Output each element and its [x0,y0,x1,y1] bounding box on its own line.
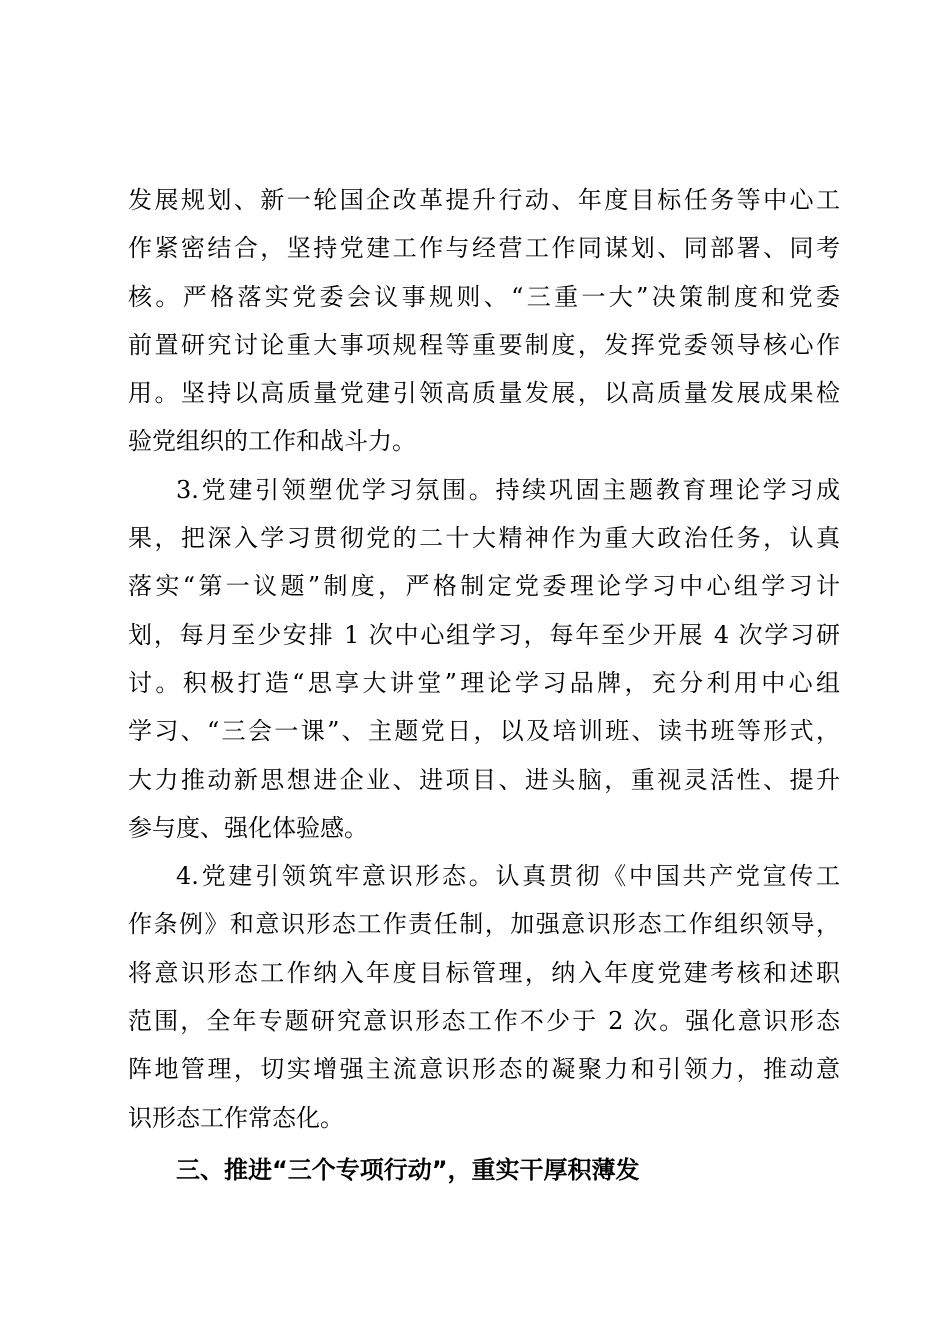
text-line: 3.党建引领塑优学习氛围。持续巩固主题教育理论学习成 [176,475,840,504]
text-line: 参与度、强化体验感。 [128,813,368,842]
text-line: 4.党建引领筑牢意识形态。认真贯彻《中国共产党宣传工 [176,862,840,891]
paragraph-study-atmosphere [128,466,840,852]
text-line: 识形态工作常态化。 [128,1103,344,1132]
text-line: 讨。积极打造“思享大讲堂”理论学习品牌，充分利用中心组 [128,668,840,697]
text-line: 用。坚持以高质量党建引领高质量发展，以高质量发展成果检 [128,379,840,408]
text-line: 果，把深入学习贯彻党的二十大精神作为重大政治任务，认真 [128,524,840,553]
document-body [128,176,840,1198]
text-line: 落实“第一议题”制度，严格制定党委理论学习中心组学习计 [128,572,840,601]
text-line: 划，每月至少安排 1 次中心组学习，每年至少开展 4 次学习研 [128,620,840,649]
text-line: 学习、“三会一课”、主题党日，以及培训班、读书班等形式， [128,717,840,746]
paragraph-ideology [128,852,840,1142]
text-line: 将意识形态工作纳入年度目标管理，纳入年度党建考核和述职 [128,958,840,987]
text-line: 阵地管理，切实增强主流意识形态的凝聚力和引领力，推动意 [128,1055,840,1084]
text-line: 前置研究讨论重大事项规程等重要制度，发挥党委领导核心作 [128,330,840,359]
section-heading: 三、推进“三个专项行动”，重实干厚积薄发 [176,1155,640,1184]
text-line: 发展规划、新一轮国企改革提升行动、年度目标任务等中心工 [128,186,840,214]
text-line: 验党组织的工作和战斗力。 [128,427,416,456]
text-line: 作紧密结合，坚持党建工作与经营工作同谋划、同部署、同考 [128,234,840,263]
text-line: 核。严格落实党委会议事规则、“三重一大”决策制度和党委 [128,282,840,311]
text-line: 大力推动新思想进企业、进项目、进头脑，重视灵活性、提升 [128,765,840,794]
text-line: 作条例》和意识形态工作责任制，加强意识形态工作组织领导， [128,910,840,939]
text-line: 范围，全年专题研究意识形态工作不少于 2 次。强化意识形态 [128,1007,840,1036]
paragraph-party-building-integration [128,176,840,466]
